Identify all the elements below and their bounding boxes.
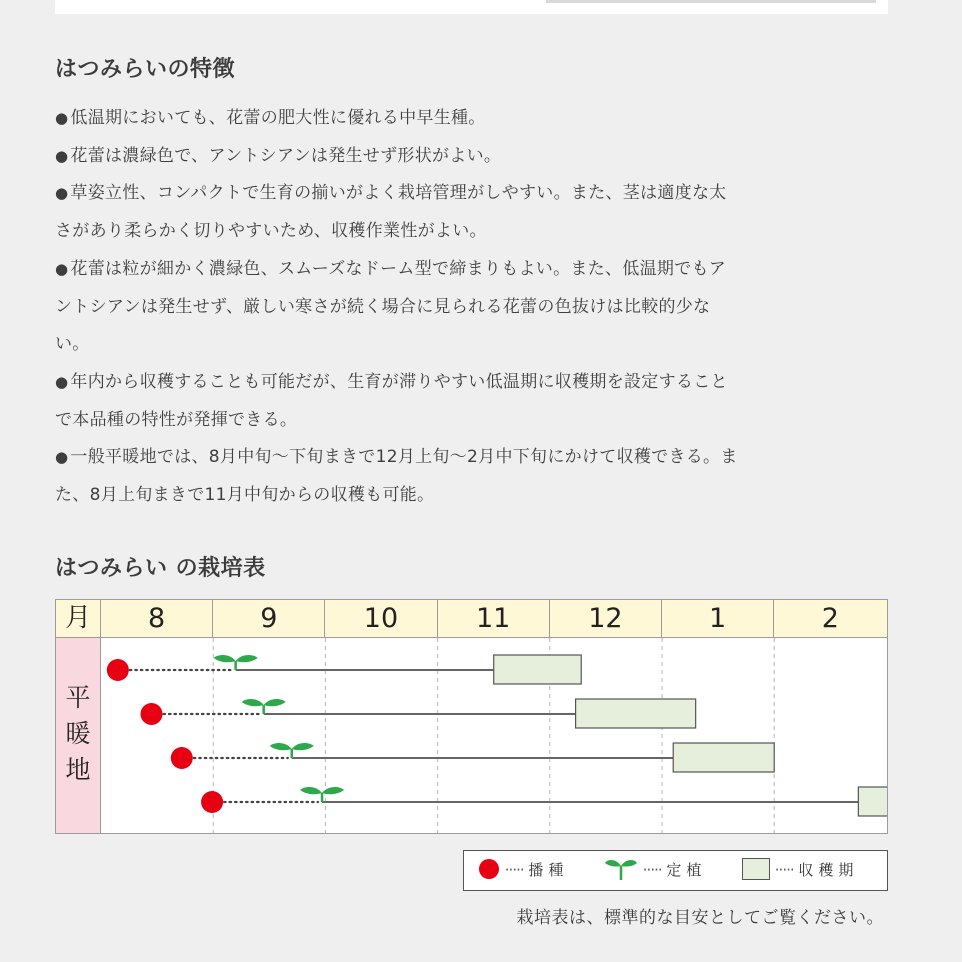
legend-sowing (478, 851, 568, 890)
seedling-icon (242, 699, 286, 714)
legend-planting (604, 851, 706, 890)
region-char: 地 (65, 755, 91, 784)
feature-line (55, 402, 885, 440)
seedling-icon (270, 743, 314, 758)
legend-sowing-label: 播種 (528, 861, 569, 879)
feature-line (55, 251, 885, 289)
sowing-marker (140, 703, 162, 725)
feature-text: 花蕾は濃緑色で、アントシアンは発生せず形状がよい。 (70, 145, 502, 166)
bullet-icon: ● (55, 146, 69, 165)
harvest-period-bar (858, 787, 887, 816)
top-image-strip (55, 0, 888, 14)
feature-line (55, 138, 885, 176)
harvest-period-bar (673, 743, 774, 772)
feature-text: 草姿立性、コンパクトで生育の揃いがよく栽培管理がしやすい。また、茎は適度な太 (70, 183, 727, 204)
harvest-period-bar (576, 699, 696, 728)
cultivation-table (55, 599, 888, 834)
month-header-2: 2 (821, 603, 839, 634)
bullet-icon: ● (55, 109, 69, 127)
region-char: 平 (65, 683, 91, 712)
feature-line (55, 175, 885, 213)
schedule-heading: はつみらい の栽培表 (55, 556, 266, 581)
bullet-icon: ● (55, 184, 69, 203)
month-header-12: 12 (550, 600, 662, 637)
features-heading: はつみらいの特徴 (55, 57, 236, 82)
schedule-note: 栽培表は、標準的な目安としてご覧ください。 (516, 908, 884, 928)
bullet-icon: ● (55, 372, 69, 391)
month-header-11: 11 (438, 600, 550, 637)
feature-line (55, 100, 885, 138)
legend-planting-label: 定植 (666, 861, 707, 879)
feature-text: 一般平暖地では、8月中旬～下旬まきで12月上旬～2月中下旬にかけて収穫できる。ま (70, 447, 738, 468)
feature-line (55, 326, 885, 364)
feature-text: た、8月上旬まきで11月中旬からの収穫も可能。 (55, 485, 435, 506)
feature-line (55, 364, 885, 402)
schedule-chart (56, 600, 887, 833)
month-header-9: 9 (213, 600, 325, 637)
legend-dots: ····· (642, 861, 662, 879)
feature-text: い。 (55, 334, 90, 355)
month-header-8: 8 (101, 600, 213, 637)
feature-text: さがあり柔らかく切りやすいため、収穫作業性がよい。 (55, 221, 487, 242)
month-header-1: 1 (662, 600, 774, 637)
feature-text: 低温期においても、花蕾の肥大性に優れる中早生種。 (70, 108, 486, 128)
seedling-icon (300, 787, 344, 802)
harvest-box-icon (742, 858, 770, 880)
feature-text: で本品種の特性が発揮できる。 (55, 409, 298, 430)
harvest-period-bar (494, 655, 582, 684)
seedling-icon (604, 855, 638, 881)
bullet-icon: ● (55, 259, 69, 278)
legend-harvest (742, 851, 858, 890)
feature-line (55, 439, 885, 477)
month-header-10: 10 (325, 600, 437, 637)
sowing-marker (107, 659, 129, 681)
feature-line (55, 289, 885, 327)
feature-line (55, 213, 885, 251)
legend-dots: ····· (774, 861, 794, 879)
features-list (55, 100, 885, 515)
sowing-marker-icon (478, 858, 500, 880)
sowing-marker (171, 747, 193, 769)
month-header-label: 月 (56, 600, 101, 637)
top-image-edge (546, 0, 876, 3)
legend-harvest-label: 収穫期 (798, 861, 859, 879)
feature-text: ントシアンは発生せず、厳しい寒さが続く場合に見られる花蕾の色抜けは比較的少な (55, 296, 711, 317)
sowing-marker (201, 791, 223, 813)
legend-dots: ····· (504, 861, 524, 879)
bullet-icon: ● (55, 448, 69, 467)
feature-text: 花蕾は粒が細かく濃緑色、スムーズなドーム型で締まりもよい。また、低温期でもア (70, 258, 727, 279)
feature-line (55, 477, 885, 515)
region-char: 暖 (65, 719, 91, 748)
seedling-icon (214, 655, 258, 670)
feature-text: 年内から収穫することも可能だが、生育が滞りやすい低温期に収穫期を設定すること (70, 371, 728, 392)
legend (463, 850, 888, 891)
